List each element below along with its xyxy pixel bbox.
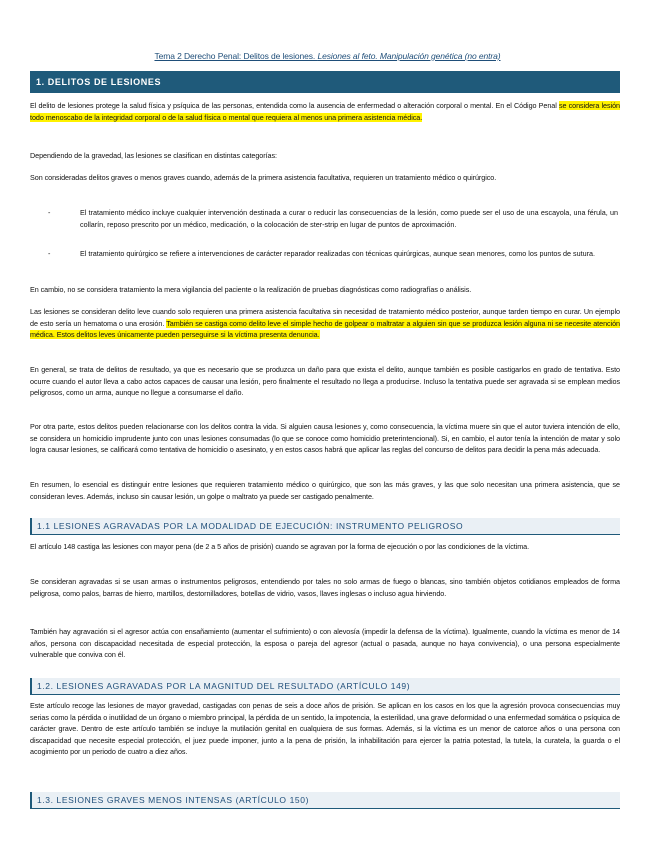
bullet-text: El tratamiento quirúrgico se refiere a intervenciones de carácter reparador realizadas con técnicas quirúrgicas, aunque sean menores, como los puntos de sutura. — [80, 249, 595, 258]
paragraph-delito-leve — [30, 306, 620, 341]
paragraph-resumen: En resumen, lo esencial es distinguir entre lesiones que requieren tratamiento médico o quirúrgico, que son las más graves, y las que solo necesitan una primera asistencia, que se consideran leves. Además, incluso sin causar lesión, un golpe o maltrato ya puede ser castigado penalmente. — [30, 480, 620, 501]
section-heading-1-2: 1.2. LESIONES AGRAVADAS POR LA MAGNITUD DEL RESULTADO (ARTÍCULO 149) — [30, 678, 620, 695]
paragraph-no-tratamiento: En cambio, no se considera tratamiento la mera vigilancia del paciente o la realización de pruebas diagnósticas como radiografías o análisis. — [30, 285, 472, 294]
bullet-text: El tratamiento médico incluye cualquier intervención destinada a curar o reducir las consecuencias de la lesión, como puede ser el uso de una escayola, una férula, un collarín, reposo prescrito por un médico, medicación, o la colocación de ster-strip en lugar de puntos de aproximación. — [80, 208, 618, 229]
topic-title-main: Tema 2 Derecho Penal: Delitos de lesiones. — [154, 51, 318, 61]
topic-title — [0, 51, 655, 61]
paragraph-graves: Son consideradas delitos graves o menos graves cuando, además de la primera asistencia facultativa, requieren un tratamiento médico o quirúrgico. — [30, 173, 497, 182]
bullet-item — [48, 207, 618, 230]
paragraph-text: El delito de lesiones protege la salud física y psíquica de las personas, entendida como la ausencia de enfermedad o alteración corporal o mental. En el Código Penal — [30, 101, 559, 110]
paragraph-ensanamiento: También hay agravación si el agresor actúa con ensañamiento (aumentar el sufrimiento) o con alevosía (impedir la defensa de la víctima). Igualmente, cuando la víctima es menor de 14 años, persona con discapacidad necesitada de especial protección, la esposa o pareja del agresor (actual o pasada, aunque no haya convivencia), o una persona especialmente vulnerable que conviva con él. — [30, 627, 620, 660]
highlighted-text: También se castiga como delito leve el simple hecho de golpear o maltratar a alguien sin que se produzca lesión alguna ni se necesite atención médica. Estos delitos leves únicamente pueden perseguirse si la víctima presenta denuncia. — [30, 318, 620, 340]
paragraph-art-149: Este artículo recoge las lesiones de mayor gravedad, castigadas con penas de seis a doce años de prisión. Se aplican en los casos en los que la agresión provoca consecuencias muy serias como la pérdida o inutilidad de un órgano o miembro principal, la pérdida de un sentido, la impotencia, la esterilidad, una grave deformidad o una enfermedad somática o psíquica de carácter grave. Dentro de este artículo también se incluye la mutilación genital en cualquiera de sus formas. Además, si la víctima es un menor de catorce años o una persona con discapacidad que necesite especial protección, el juez puede imponer, junto a la pena de prisión, la inhabilitación para ejercer la patria potestad, la tutela, la curatela, la guarda o el acogimiento por un periodo de cuatro a diez años. — [30, 701, 620, 757]
section-heading-1: 1. DELITOS DE LESIONES — [30, 71, 620, 93]
paragraph-delitos-vida: Por otra parte, estos delitos pueden relacionarse con los delitos contra la vida. Si alguien causa lesiones y, como consecuencia, la víctima muere sin que el autor tuviera intención de ello, se considera un homicidio imprudente junto con unas lesiones consumadas (lo que se conoce como homicidio preterintencional). Si, en cambio, el autor tenía la intención de matar y solo logra causar lesiones, se calificará como tentativa de homicidio o asesinato, y en estos casos habrá que aplicar las reglas del concurso de delitos para decidir la pena más adecuada. — [30, 422, 620, 455]
paragraph-text: Las lesiones se consideran delito leve cuando solo requieren una primera asistencia facultativa sin necesidad de tratamiento médico posterior, aunque tarden tiempo en curar. Un ejemplo de esto sería un hematoma o una erosión. — [30, 307, 620, 328]
bullet-dash-icon: - — [48, 249, 51, 258]
section-heading-1-1: 1.1 LESIONES AGRAVADAS POR LA MODALIDAD DE EJECUCIÓN: INSTRUMENTO PELIGROSO — [30, 518, 620, 535]
topic-title-italic: Lesiones al feto. Manipulación genética (no entra) — [317, 51, 501, 61]
bullet-dash-icon: - — [48, 208, 51, 217]
bullet-item — [48, 248, 618, 260]
paragraph-resultado: En general, se trata de delitos de resultado, ya que es necesario que se produzca un daño para que exista el delito, aunque también es posible castigarlos en grado de tentativa. Esto ocurre cuando el autor lleva a cabo actos capaces de causar una lesión, pero finalmente el resultado no llega a producirse. Incluso la tentativa puede ser agravada si se emplean medios peligrosos, como un arma, aunque no llegue a consumarse el daño. — [30, 365, 620, 398]
section-heading-1-3: 1.3. LESIONES GRAVES MENOS INTENSAS (ARTÍCULO 150) — [30, 792, 620, 809]
paragraph-classification: Dependiendo de la gravedad, las lesiones se clasifican en distintas categorías: — [30, 151, 277, 160]
paragraph-armas: Se consideran agravadas si se usan armas o instrumentos peligrosos, entendiendo por tales no solo armas de fuego o blancas, sino también objetos cotidianos empleados de forma peligrosa, como palos, barras de hierro, martillos, destornilladores, botellas de vidrio, vasos, llaves inglesas o incluso agua hirviendo. — [30, 577, 620, 598]
paragraph-art-148: El artículo 148 castiga las lesiones con mayor pena (de 2 a 5 años de prisión) cuando se agravan por la forma de ejecución o por las condiciones de la víctima. — [30, 542, 530, 551]
paragraph-definition — [30, 100, 620, 123]
highlighted-text: se considera lesión todo menoscabo de la integridad corporal o de la salud física o mental que requiera al menos una primera asistencia médica. — [30, 101, 620, 122]
